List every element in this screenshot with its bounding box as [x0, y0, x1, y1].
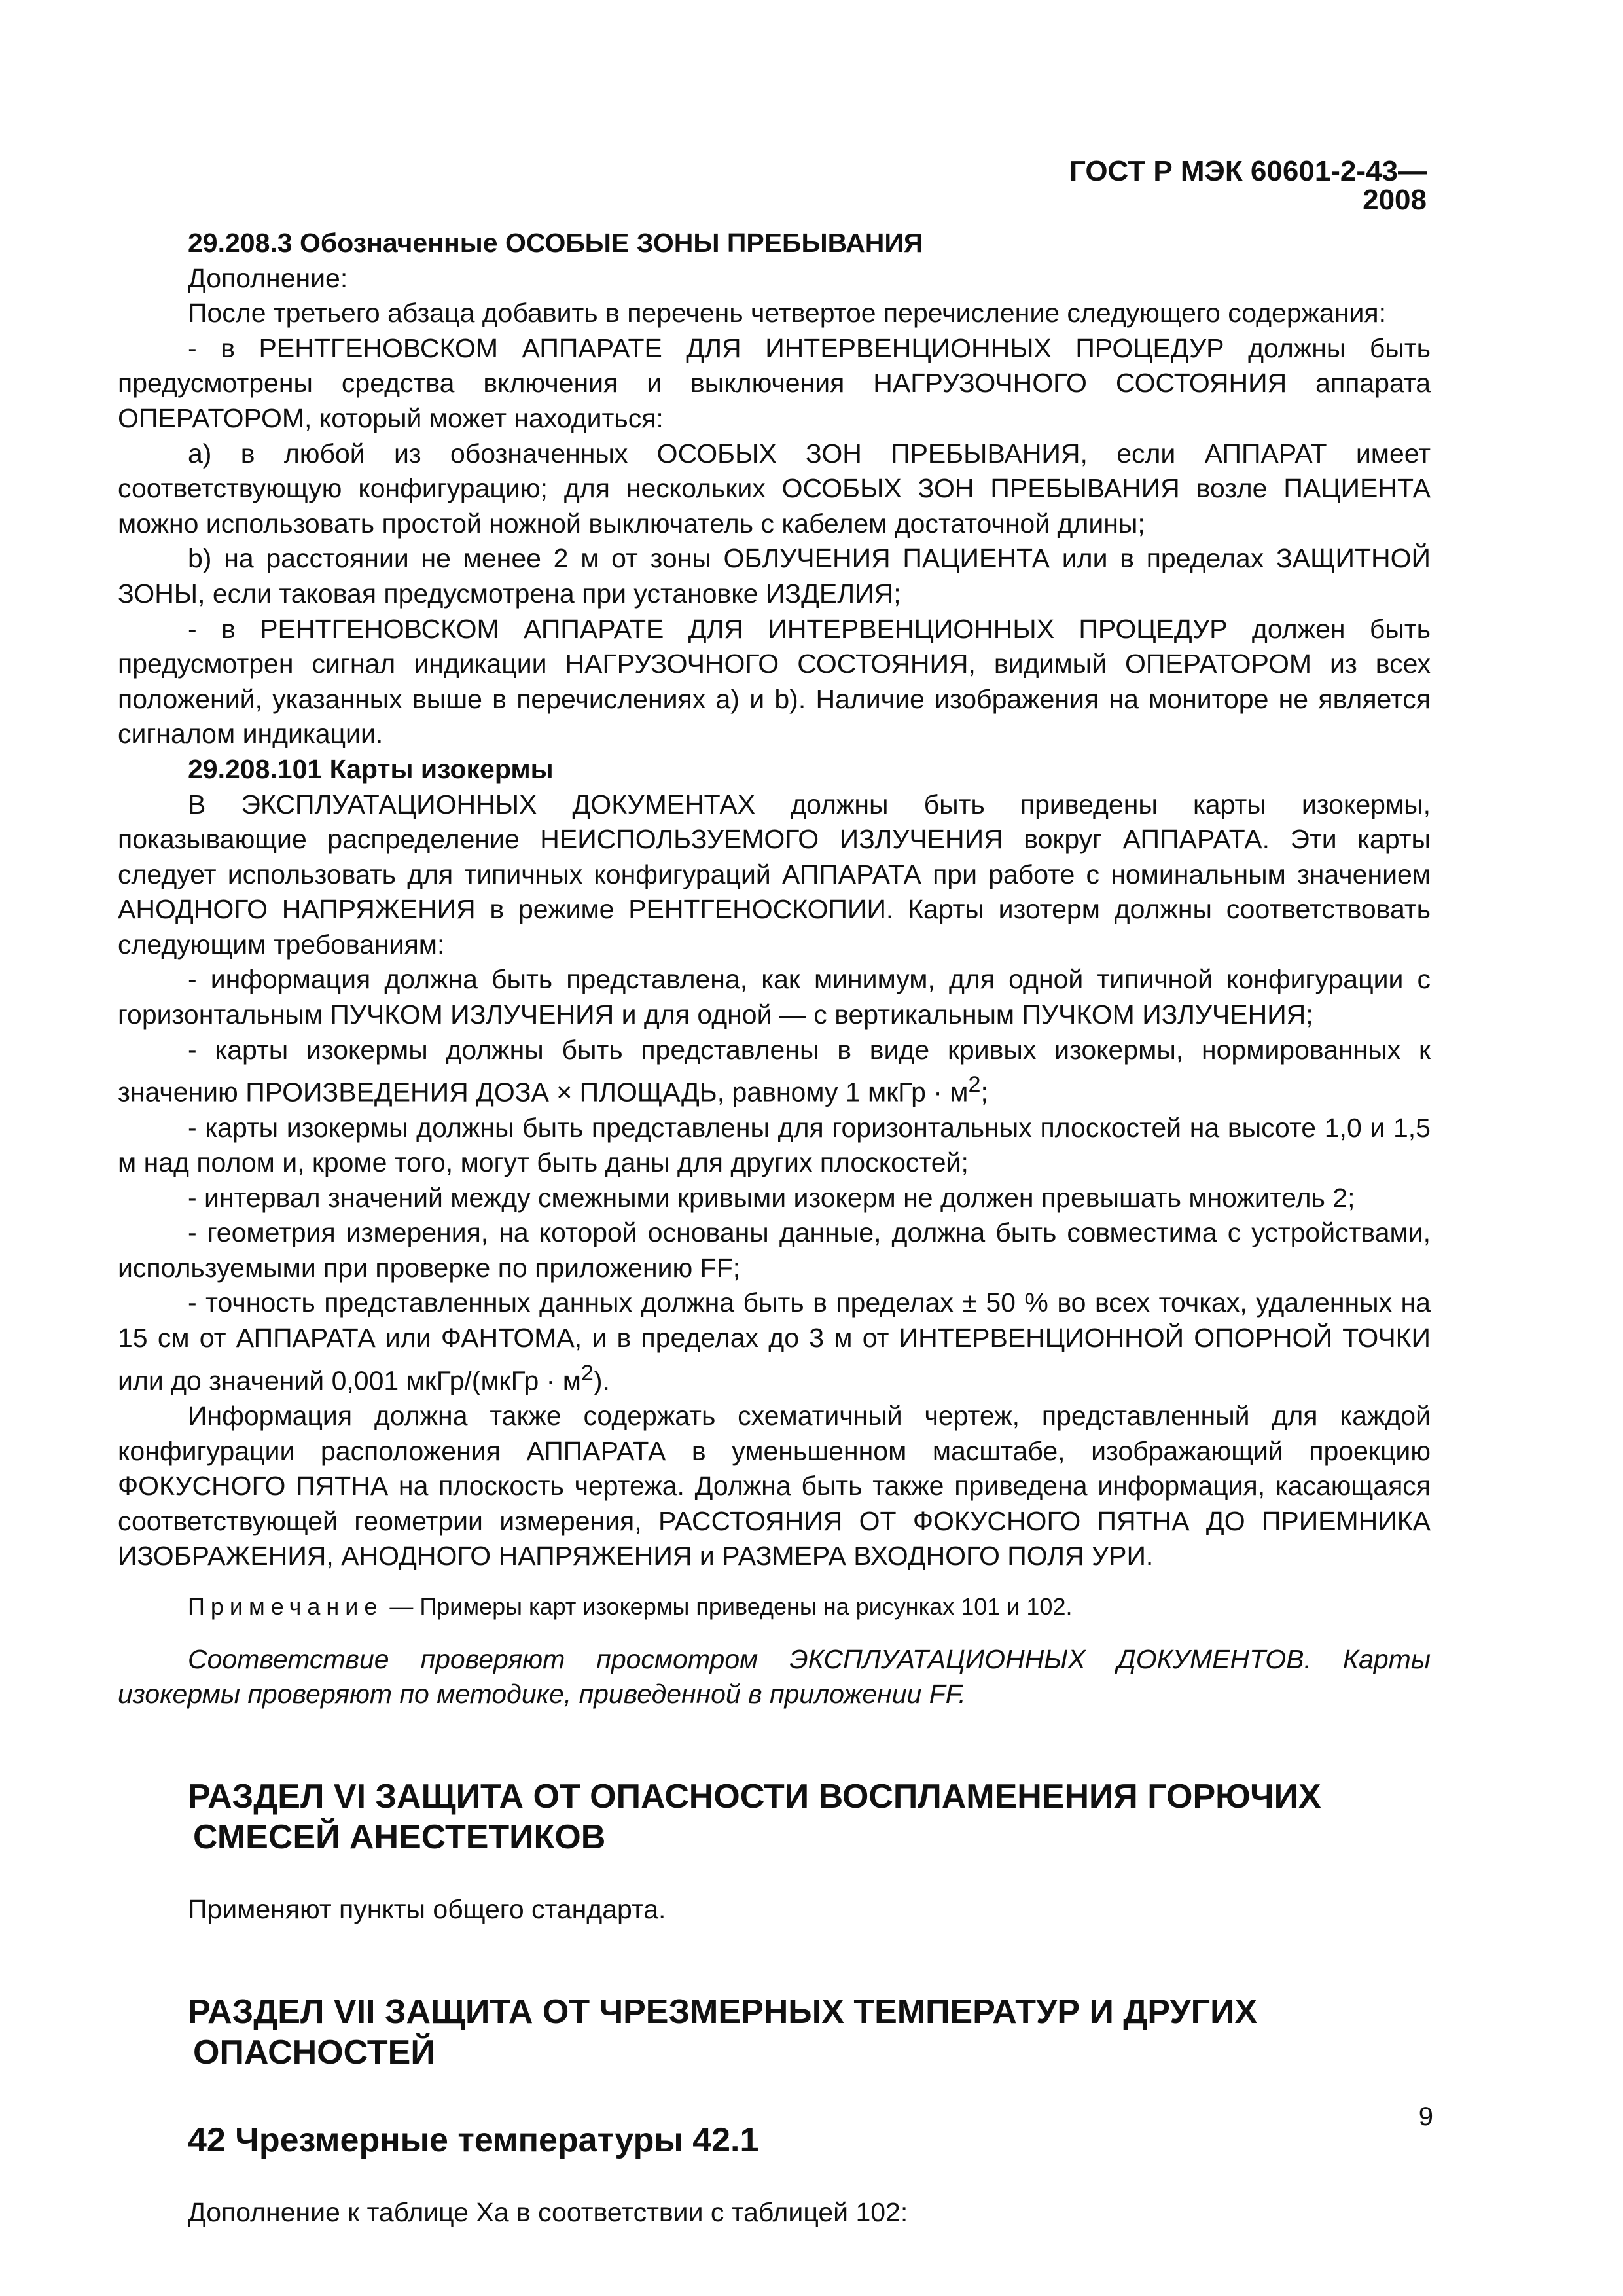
paragraph: [118, 1033, 1431, 1111]
document-header: ГОСТ Р МЭК 60601-2-43—2008: [1069, 155, 1427, 216]
clause-heading-42: 42 Чрезмерные температуры 42.1: [188, 2121, 759, 2159]
section-heading-vi: [188, 1776, 1431, 1857]
paragraph: Дополнение к таблице Ха в соответствии с таблицей 102:: [188, 2197, 908, 2227]
text-run: ).: [593, 1365, 610, 1396]
text-run: - точность представленных данных должна быть в пределах ± 50 % во всех точках, удаленных на 15 см от АППАРАТА или ФАНТОМА, и в пределах до 3 м от ИНТЕРВЕНЦИОННОЙ ОПОРНОЙ ТОЧКИ или до значений 0,001 мкГр/(мкГр · м: [118, 1287, 1431, 1396]
paragraph: - карты изокермы должны быть представлены для горизонтальных плоскостей на высоте 1,0 и 1,5 м над полом и, кроме того, могут быть даны для других плоскостей;: [118, 1112, 1431, 1178]
page-content: [118, 226, 1431, 2230]
section-heading-line: СМЕСЕЙ АНЕСТЕТИКОВ: [193, 1818, 606, 1857]
note-label: Примечание: [188, 1592, 383, 1620]
paragraph: В ЭКСПЛУАТАЦИОННЫХ ДОКУМЕНТАХ должны быть приведены карты изокермы, показывающие распределение НЕИСПОЛЬЗУЕМОГО ИЗЛУЧЕНИЯ вокруг АППАРАТА. Эти карты следует использовать для типичных конфигураций АППАРАТА при работе с номинальным значением АНОДНОГО НАПРЯЖЕНИЯ в режиме РЕНТГЕНОСКОПИИ. Карты изотерм должны соответствовать следующим требованиям:: [118, 789, 1431, 960]
paragraph: После третьего абзаца добавить в перечень четвертое перечисление следующего содержания:: [188, 298, 1386, 329]
paragraph: - в РЕНТГЕНОВСКОМ АППАРАТЕ ДЛЯ ИНТЕРВЕНЦИОННЫХ ПРОЦЕДУР должны быть предусмотрены средства включения и выключения НАГРУЗОЧНОГО СОСТОЯНИЯ аппарата ОПЕРАТОРОМ, который может находиться:: [118, 332, 1431, 433]
paragraph: b) на расстоянии не менее 2 м от зоны ОБЛУЧЕНИЯ ПАЦИЕНТА или в пределах ЗАЩИТНОЙ ЗОНЫ, если таковая предусмотрена при установке ИЗДЕЛИЯ;: [118, 543, 1431, 609]
paragraph: Информация должна также содержать схематичный чертеж, представленный для каждой конфигурации расположения АППАРАТА в уменьшенном масштабе, изображающий проекцию ФОКУСНОГО ПЯТНА на плоскость чертежа. Должна быть также приведена информация, касающаяся соответствующей геометрии измерения, РАССТОЯНИЯ ОТ ФОКУСНОГО ПЯТНА ДО ПРИЕМНИКА ИЗОБРАЖЕНИЯ, АНОДНОГО НАПРЯЖЕНИЯ и РАЗМЕРА ВХОДНОГО ПОЛЯ УРИ.: [118, 1400, 1431, 1571]
section-heading-line: РАЗДЕЛ VI ЗАЩИТА ОТ ОПАСНОСТИ ВОСПЛАМЕНЕНИЯ ГОРЮЧИХ: [188, 1778, 1321, 1816]
paragraph: a) в любой из обозначенных ОСОБЫХ ЗОН ПРЕБЫВАНИЯ, если АППАРАТ имеет соответствующую конфигурацию; для нескольких ОСОБЫХ ЗОН ПРЕБЫВАНИЯ возле ПАЦИЕНТА можно использовать простой ножной выключатель с кабелем достаточной длины;: [118, 438, 1431, 539]
superscript: 2: [580, 1360, 594, 1386]
paragraph: - геометрия измерения, на которой основаны данные, должна быть совместима с устройствами, используемыми при проверке по приложению FF;: [118, 1217, 1431, 1283]
paragraph: - интервал значений между смежными кривыми изокерм не должен превышать множитель 2;: [188, 1182, 1355, 1213]
paragraph: - информация должна быть представлена, как минимум, для одной типичной конфигурации с горизонтальным ПУЧКОМ ИЗЛУЧЕНИЯ и для одной — с вертикальным ПУЧКОМ ИЗЛУЧЕНИЯ;: [118, 964, 1431, 1030]
paragraph: Дополнение:: [188, 262, 348, 293]
paragraph: Применяют пункты общего стандарта.: [188, 1894, 666, 1925]
section-heading-line: ОПАСНОСТЕЙ: [193, 2033, 435, 2072]
compliance-text: Соответствие проверяют просмотром ЭКСПЛУАТАЦИОННЫХ ДОКУМЕНТОВ. Карты изокермы проверяют по методике, приведенной в приложении FF.: [118, 1643, 1431, 1710]
note-text: — Примеры карт изокермы приведены на рисунках 101 и 102.: [383, 1592, 1073, 1620]
clause-heading-29-208-3: 29.208.3 Обозначенные ОСОБЫЕ ЗОНЫ ПРЕБЫВАНИЯ: [188, 228, 923, 258]
paragraph: [118, 1285, 1431, 1398]
superscript: 2: [968, 1072, 981, 1098]
paragraph: - в РЕНТГЕНОВСКОМ АППАРАТЕ ДЛЯ ИНТЕРВЕНЦИОННЫХ ПРОЦЕДУР должен быть предусмотрен сигнал индикации НАГРУЗОЧНОГО СОСТОЯНИЯ, видимый ОПЕРАТОРОМ из всех положений, указанных выше в перечислениях a) и b). Наличие изображения на мониторе не является сигналом индикации.: [118, 613, 1431, 749]
section-heading-vii: [188, 1992, 1431, 2073]
clause-heading-29-208-101: 29.208.101 Карты изокермы: [188, 753, 554, 784]
text-run: - карты изокермы должны быть представлены в виде кривых изокермы, нормированных к значению ПРОИЗВЕДЕНИЯ ДОЗА × ПЛОЩАДЬ, равному 1 мкГр · м: [118, 1034, 1431, 1107]
section-heading-line: РАЗДЕЛ VII ЗАЩИТА ОТ ЧРЕЗМЕРНЫХ ТЕМПЕРАТУР И ДРУГИХ: [188, 1992, 1258, 2031]
note: [188, 1591, 1431, 1623]
text-run: ;: [980, 1077, 988, 1107]
page-number: 9: [1418, 2102, 1433, 2131]
